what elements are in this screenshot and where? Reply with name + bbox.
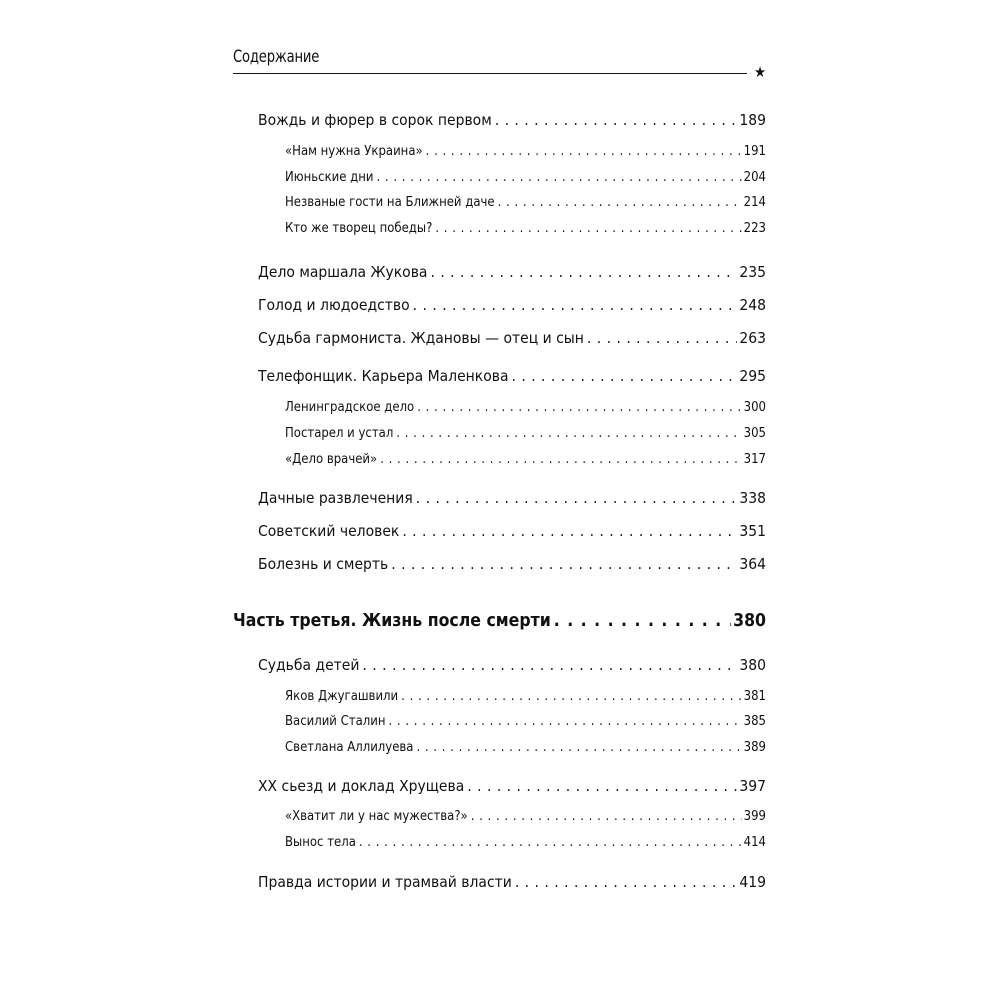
- dot-leader: [396, 425, 741, 443]
- toc-entry-title: Кто же творец победы?: [285, 221, 433, 236]
- toc-entry-page: 300: [743, 400, 766, 415]
- toc-entry-page: 263: [739, 329, 766, 347]
- toc-entry-page: 235: [739, 263, 766, 281]
- dot-leader: [515, 872, 738, 892]
- dot-leader: [587, 328, 737, 348]
- toc-entry-title: Постарел и устал: [285, 426, 394, 441]
- dot-leader: [391, 554, 737, 574]
- toc-entry-title: Вынос тела: [285, 835, 356, 850]
- toc-entry: [285, 194, 766, 212]
- toc-entry-page: 204: [743, 170, 766, 185]
- toc-entry: [285, 451, 766, 469]
- dot-leader: [416, 739, 741, 757]
- dot-leader: [471, 808, 742, 826]
- dot-leader: [416, 488, 738, 508]
- toc-entry-title: Правда истории и трамвай власти: [258, 873, 512, 891]
- toc-entry-title: Незваные гости на Ближней даче: [285, 195, 495, 210]
- toc-part-heading: [233, 609, 766, 633]
- toc-entry: [285, 834, 766, 852]
- toc-entry-page: 380: [739, 656, 766, 674]
- dot-leader: [426, 143, 742, 161]
- toc-entry: [258, 776, 766, 796]
- toc-entry: [285, 713, 766, 731]
- toc-entry-title: Василий Сталин: [285, 714, 386, 729]
- toc-entry-title: Июньские дни: [285, 170, 374, 185]
- toc-entry-title: Вождь и фюрер в сорок первом: [258, 111, 492, 129]
- toc-entry: [285, 739, 766, 757]
- toc-entry-title: Телефонщик. Карьера Маленкова: [258, 367, 509, 385]
- toc-entry: [258, 262, 766, 282]
- toc-entry-title: Судьба гармониста. Ждановы — отец и сын: [258, 329, 584, 347]
- dot-leader: [435, 220, 741, 238]
- toc-entry-page: 214: [743, 195, 766, 210]
- dot-leader: [402, 521, 737, 541]
- dot-leader: [380, 451, 741, 469]
- toc-entry: [285, 143, 766, 161]
- toc-entry-page: 364: [739, 555, 766, 573]
- toc-entry: [258, 295, 766, 315]
- dot-leader: [467, 776, 737, 796]
- toc-entry-page: 191: [743, 144, 766, 159]
- toc-entry-page: 248: [739, 296, 766, 314]
- toc-entry-title: «Нам нужна Украина»: [285, 144, 423, 159]
- toc-entry-page: 399: [743, 809, 766, 824]
- toc-entry-title: Ленинградское дело: [285, 400, 415, 415]
- toc-entry-title: XX сьезд и доклад Хрущева: [258, 777, 465, 795]
- dot-leader: [430, 262, 737, 282]
- toc-entry-title: «Хватит ли у нас мужества?»: [285, 809, 468, 824]
- toc-entry: [285, 220, 766, 238]
- toc-entry: [285, 808, 766, 826]
- toc-entry-title: Советский человек: [258, 522, 400, 540]
- dot-leader: [388, 713, 741, 731]
- star-icon: ★: [754, 63, 767, 81]
- toc-entry: [258, 488, 766, 508]
- toc-entry-page: 389: [743, 740, 766, 755]
- toc-entry: [285, 399, 766, 417]
- toc-entry-title: Болезнь и смерть: [258, 555, 389, 573]
- toc-entry-page: 305: [743, 426, 766, 441]
- toc-entry-title: Дело маршала Жукова: [258, 263, 428, 281]
- dot-leader: [417, 399, 741, 417]
- dot-leader: [511, 366, 737, 386]
- toc-entry: [258, 366, 766, 386]
- toc-entry: [258, 110, 766, 130]
- toc-entry-page: 338: [739, 489, 766, 507]
- toc-entry: [258, 872, 766, 892]
- dot-leader: [495, 110, 738, 130]
- dot-leader: [554, 609, 731, 633]
- toc-entry-page: 380: [733, 611, 766, 631]
- toc-entry-page: 351: [739, 522, 766, 540]
- toc-entry: [285, 169, 766, 187]
- toc-entry: [258, 328, 766, 348]
- toc-entry-page: 414: [743, 835, 766, 850]
- toc-entry: [258, 521, 766, 541]
- dot-leader: [362, 655, 737, 675]
- toc-entry-title: «Дело врачей»: [285, 452, 378, 467]
- toc-entry-page: 295: [739, 367, 766, 385]
- toc-entry-title: Голод и людоедство: [258, 296, 410, 314]
- toc-entry-page: 381: [743, 689, 766, 704]
- toc-entry-page: 223: [743, 221, 766, 236]
- dot-leader: [401, 688, 742, 706]
- toc-entry: [258, 655, 766, 675]
- dot-leader: [498, 194, 742, 212]
- toc-entry-title: Судьба детей: [258, 656, 360, 674]
- dot-leader: [359, 834, 742, 852]
- dot-leader: [413, 295, 738, 315]
- toc-entry-page: 397: [739, 777, 766, 795]
- toc-entry-page: 189: [739, 111, 766, 129]
- toc-entry-title: Яков Джугашвили: [285, 689, 399, 704]
- toc-entry-title: Светлана Аллилуева: [285, 740, 414, 755]
- toc-entry: [285, 425, 766, 443]
- toc-entry: [258, 554, 766, 574]
- toc-entry-page: 419: [739, 873, 766, 891]
- toc-entry-title: Часть третья. Жизнь после смерти: [233, 611, 551, 631]
- toc-entry-page: 385: [743, 714, 766, 729]
- running-header-title: Содержание: [233, 47, 320, 67]
- dot-leader: [376, 169, 741, 187]
- toc-entry-title: Дачные развлечения: [258, 489, 413, 507]
- toc-entry: [285, 688, 766, 706]
- toc-entry-page: 317: [743, 452, 766, 467]
